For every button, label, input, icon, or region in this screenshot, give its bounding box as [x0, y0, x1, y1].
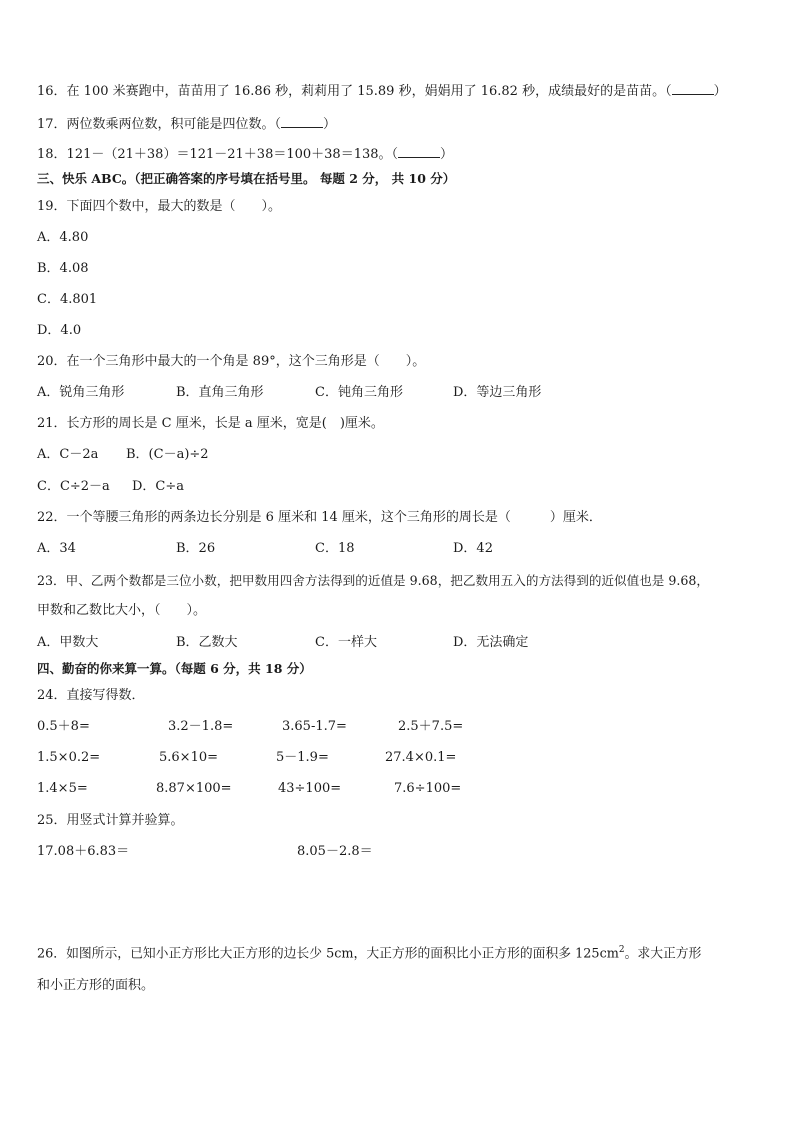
vertical-calc-item: 17.08＋6.83＝: [37, 844, 130, 859]
q23-option-c[interactable]: C．一样大: [315, 635, 377, 650]
question-19: 19．下面四个数中，最大的数是（ ）。: [37, 199, 282, 214]
question-18: 18．121－（21＋38）＝121－21＋38＝100＋38＝138。（ ）: [37, 147, 454, 162]
q20-option-d[interactable]: D．等边三角形: [453, 385, 542, 400]
calc-item: 1.4×5=: [37, 781, 88, 796]
calc-item: 1.5×0.2=: [37, 750, 101, 765]
question-20: 20．在一个三角形中最大的一个角是 89°，这个三角形是（ ）。: [37, 354, 426, 369]
question-24: 24．直接写得数．: [37, 688, 145, 703]
question-16: 16．在 100 米赛跑中，苗苗用了 16.86 秒，莉莉用了 15.89 秒，娟娟用了 16.82 秒，成绩最好的是苗苗。（ ）: [37, 84, 727, 99]
q20-option-b[interactable]: B．直角三角形: [176, 385, 264, 400]
q21-option-c[interactable]: C．C÷2－a: [37, 479, 110, 494]
calc-item: 2.5＋7.5=: [398, 719, 464, 734]
answer-blank[interactable]: [672, 82, 714, 95]
q20-option-a[interactable]: A．锐角三角形: [37, 385, 125, 400]
q22-option-a[interactable]: A．34: [37, 541, 76, 556]
q22-option-d[interactable]: D．42: [453, 541, 493, 556]
calc-item: 5－1.9=: [276, 750, 329, 765]
vertical-calc-item: 8.05－2.8＝: [297, 844, 373, 859]
calc-item: 27.4×0.1=: [385, 750, 457, 765]
q23-option-d[interactable]: D．无法确定: [453, 635, 529, 650]
q19-option-a[interactable]: A．4.80: [37, 230, 89, 245]
answer-blank[interactable]: [281, 115, 323, 128]
question-25: 25．用竖式计算并验算。: [37, 813, 184, 828]
calc-item: 3.2－1.8=: [168, 719, 234, 734]
calc-item: 5.6×10=: [159, 750, 219, 765]
calc-item: 7.6÷100=: [394, 781, 462, 796]
calc-item: 43÷100=: [278, 781, 342, 796]
q19-option-b[interactable]: B．4.08: [37, 261, 89, 276]
q22-option-c[interactable]: C．18: [315, 541, 355, 556]
q19-option-c[interactable]: C．4.801: [37, 292, 98, 307]
q21-option-d[interactable]: D．C÷a: [132, 479, 185, 494]
section-3-heading: 三、快乐 ABC。（把正确答案的序号填在括号里。 每题 2 分， 共 10 分）: [37, 171, 456, 186]
q21-option-a[interactable]: A．C－2a: [37, 447, 99, 462]
section-4-heading: 四、勤奋的你来算一算。（每题 6 分，共 18 分）: [37, 661, 312, 676]
q23-option-a[interactable]: A．甲数大: [37, 635, 99, 650]
calc-item: 3.65-1.7=: [282, 719, 347, 734]
q23-option-b[interactable]: B．乙数大: [176, 635, 238, 650]
question-23-line-1: 23．甲、乙两个数都是三位小数，把甲数用四舍方法得到的近值是 9.68，把乙数用五入的方法得到的近似值也是 9.68，: [37, 573, 710, 588]
question-26-line-2: 和小正方形的面积。: [37, 978, 155, 993]
q20-option-c[interactable]: C．钝角三角形: [315, 385, 403, 400]
calc-item: 0.5＋8=: [37, 719, 90, 734]
calc-item: 8.87×100=: [156, 781, 232, 796]
q22-option-b[interactable]: B．26: [176, 541, 216, 556]
question-22: 22．一个等腰三角形的两条边长分别是 6 厘米和 14 厘米，这个三角形的周长是（ ）厘米．: [37, 510, 602, 525]
answer-blank[interactable]: [398, 145, 440, 158]
question-17: 17．两位数乘两位数，积可能是四位数。（ ）: [37, 117, 337, 132]
question-21: 21．长方形的周长是 C 厘米，长是 a 厘米，宽是( )厘米。: [37, 416, 384, 431]
question-23-line-2: 甲数和乙数比大小，（ ）。: [37, 603, 207, 618]
q19-option-d[interactable]: D．4.0: [37, 323, 82, 338]
q21-option-b[interactable]: B．(C－a)÷2: [126, 447, 209, 462]
question-26-line-1: 26．如图所示，已知小正方形比大正方形的边长少 5cm，大正方形的面积比小正方形的面积多 $125cm^2$。求大正方形: [37, 945, 702, 962]
